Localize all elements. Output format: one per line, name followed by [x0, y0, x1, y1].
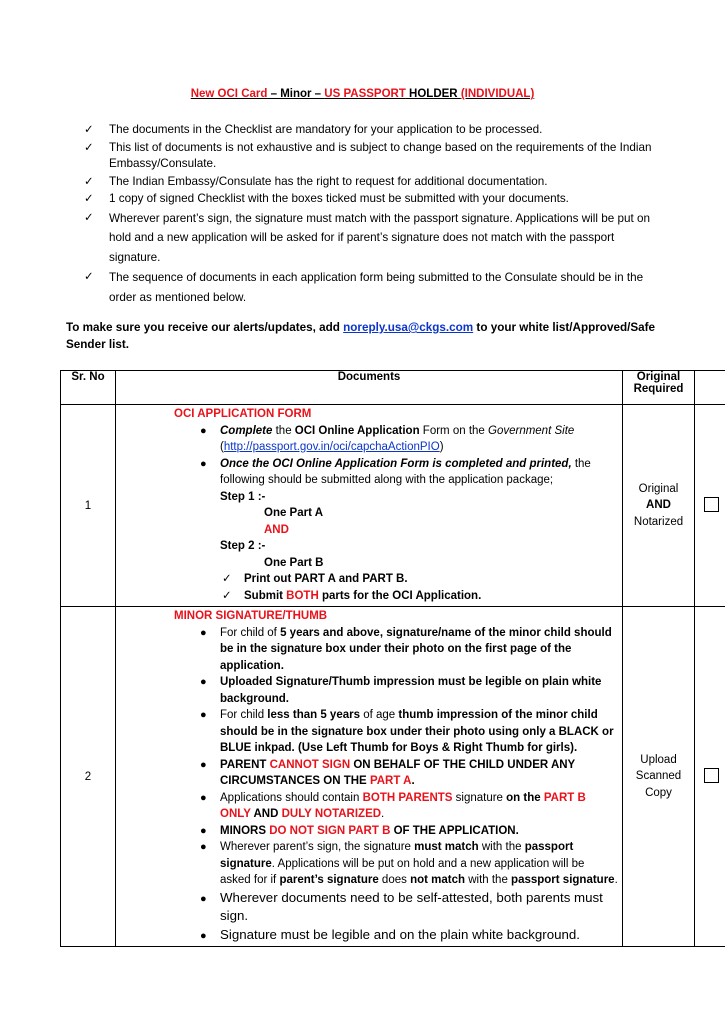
row-number: 1: [61, 405, 116, 607]
table-header-row: [61, 371, 725, 405]
section-title: MINOR SIGNATURE/THUMB: [174, 610, 328, 622]
list-item: ● Complete the OCI Online Application Form on the Government Site (http://passport.gov.in/oci/capchaActionPIO): [200, 424, 575, 453]
original-required-cell: Original AND Notarized: [623, 405, 695, 607]
bullet-icon: ●: [200, 824, 207, 837]
title-card-type: New OCI Card: [190, 88, 268, 100]
title-holder: HOLDER: [405, 88, 461, 100]
header-check: [695, 371, 725, 405]
bullet-icon: ●: [200, 892, 207, 905]
check-cell: [695, 405, 725, 607]
row-documents: [116, 405, 623, 607]
government-site-link[interactable]: http://passport.gov.in/oci/capchaActionPIO: [223, 441, 440, 453]
list-item: ● PARENT CANNOT SIGN ON BEHALF OF THE CHILD UNDER ANY CIRCUMSTANCES ON THE PART A.: [200, 758, 576, 787]
checklist-item: ✓ The documents in the Checklist are mandatory for your application to be processed.: [82, 122, 657, 139]
tick-icon: ✓: [84, 271, 94, 283]
tick-icon: ✓: [222, 573, 232, 585]
tick-icon: ✓: [222, 589, 232, 602]
header-documents: Documents: [116, 371, 623, 405]
tick-icon: ✓: [84, 141, 94, 154]
bullet-icon: ●: [200, 457, 207, 470]
checkbox[interactable]: [704, 497, 719, 512]
title-individual: (INDIVIDUAL): [460, 88, 535, 100]
tick-icon: ✓: [84, 211, 94, 224]
checklist-item: ✓ The Indian Embassy/Consulate has the right to request for additional documentation.: [82, 174, 657, 191]
title-minor: – Minor –: [267, 88, 325, 100]
bullet-icon: ●: [200, 791, 207, 804]
checklist-item: ✓ 1 copy of signed Checklist with the boxes ticked must be submitted with your documents.: [82, 191, 657, 208]
list-item: ● For child less than 5 years of age thumb impression of the minor child should be in the signature box under their photo using only a BLACK or BLUE inkpad. (Use Left Thumb for Boys & Right Thumb for girls).: [200, 709, 614, 754]
bullet-icon: ●: [200, 841, 207, 853]
step-2-label: Step 2 :-: [220, 540, 266, 552]
bullet-icon: ●: [200, 709, 207, 721]
row-documents: [116, 607, 623, 947]
alert-notice: To make sure you receive our alerts/updates, add noreply.usa@ckgs.com to your white list/Approved/Safe Sender list.: [66, 321, 656, 351]
documents-table: [60, 370, 725, 947]
tick-icon: ✓: [84, 193, 94, 205]
list-item: ● Uploaded Signature/Thumb impression must be legible on plain white background.: [200, 676, 602, 705]
email-link[interactable]: noreply.usa@ckgs.com: [343, 321, 474, 334]
page-title: [0, 88, 725, 100]
bullet-icon: ●: [200, 626, 207, 639]
and-label: AND: [264, 523, 289, 536]
title-passport: US PASSPORT: [324, 88, 406, 100]
tick-icon: ✓: [84, 175, 94, 188]
list-item: ● Signature must be legible and on the plain white background.: [116, 926, 618, 945]
bullet-icon: ●: [200, 758, 207, 771]
section-title: OCI APPLICATION FORM: [174, 408, 312, 420]
list-item: ✓ Print out PART A and PART B.: [116, 571, 618, 588]
checklist-item: ✓ The sequence of documents in each application form being submitted to the Consulate should be in the order as mentioned below.: [82, 268, 657, 307]
list-item: ● For child of 5 years and above, signature/name of the minor child should be in the signature box under their photo on the first page of the application.: [200, 626, 612, 672]
list-item: ● MINORS DO NOT SIGN PART B OF THE APPLICATION.: [116, 823, 618, 840]
check-cell: [695, 607, 725, 947]
list-item: ● Wherever documents need to be self-attested, both parents must sign.: [200, 889, 603, 923]
list-item: ✓ Submit BOTH parts for the OCI Application.: [116, 588, 618, 605]
bullet-icon: ●: [200, 929, 207, 942]
part-b-label: One Part B: [264, 556, 324, 569]
part-a-label: One Part A: [264, 507, 324, 519]
bullet-icon: ●: [200, 676, 207, 688]
header-original-required: Original Required: [623, 371, 695, 405]
header-sr-no: Sr. No: [61, 371, 116, 405]
instructions-checklist: [82, 122, 657, 308]
list-item: ● Once the OCI Online Application Form is completed and printed, the following should be submitted along with the application package;: [200, 457, 591, 486]
checkbox[interactable]: [704, 768, 719, 783]
list-item: ● Applications should contain BOTH PARENTS signature on the PART B ONLY AND DULY NOTARIZED.: [200, 791, 586, 820]
checklist-item: ✓ This list of documents is not exhaustive and is subject to change based on the requirements of the Indian Embassy/Consulate.: [84, 140, 652, 170]
checklist-item: ✓ Wherever parent’s sign, the signature must match with the passport signature. Applications will be put on hold and a new application will be asked for if parent’s signature does not match with the passport signature.: [82, 209, 657, 268]
tick-icon: ✓: [84, 124, 94, 136]
list-item: ● Wherever parent’s sign, the signature must match with the passport signature. Applications will be put on hold and a new application will be asked for if parent’s signature does not match with the passport signature.: [200, 841, 618, 886]
row-number: 2: [61, 607, 116, 947]
original-required-cell: Upload Scanned Copy: [623, 607, 695, 947]
step-1-label: Step 1 :-: [220, 490, 266, 503]
table-row: [61, 405, 725, 607]
bullet-icon: ●: [200, 424, 207, 437]
table-row: [61, 607, 725, 947]
